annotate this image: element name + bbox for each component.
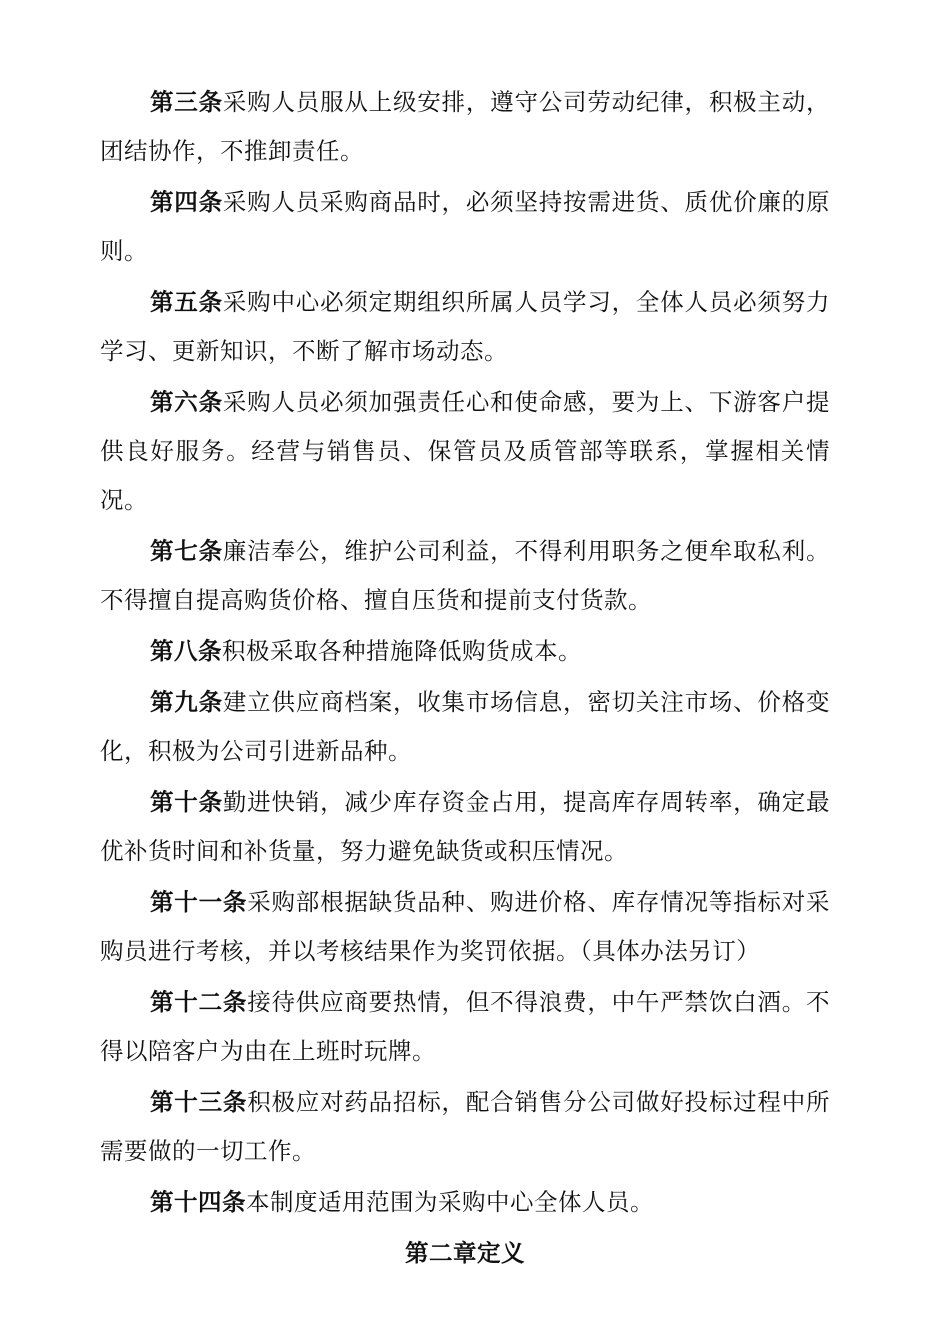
article-5 xyxy=(100,278,830,376)
article-14 xyxy=(100,1178,830,1227)
article-number: 第五条 xyxy=(150,288,223,316)
article-text: 采购人员服从上级安排，遵守公司劳动纪律，积极主动，团结协作，不推卸责任。 xyxy=(100,88,831,165)
article-13 xyxy=(100,1078,830,1176)
article-number: 第十三条 xyxy=(150,1088,248,1116)
article-number: 第三条 xyxy=(150,88,223,116)
article-number: 第七条 xyxy=(150,537,223,565)
article-12 xyxy=(100,978,830,1076)
article-text: 勤进快销，减少库存资金占用，提高库存周转率，确定最优补货时间和补货量，努力避免缺货或积压情况。 xyxy=(100,788,831,865)
article-4 xyxy=(100,178,830,276)
article-number: 第六条 xyxy=(150,388,223,416)
article-3 xyxy=(100,78,830,176)
article-number: 第十条 xyxy=(150,788,223,816)
article-8 xyxy=(100,627,830,676)
article-7 xyxy=(100,527,830,625)
article-text: 接待供应商要热情，但不得浪费，中午严禁饮白酒。不得以陪客户为由在上班时玩牌。 xyxy=(100,988,831,1065)
article-text: 建立供应商档案，收集市场信息，密切关注市场、价格变化，积极为公司引进新品种。 xyxy=(100,688,831,765)
article-number: 第九条 xyxy=(150,688,223,716)
article-6 xyxy=(100,378,830,525)
article-text: 积极采取各种措施降低购货成本。 xyxy=(222,637,582,665)
chapter-heading: 第二章定义 xyxy=(405,1239,525,1267)
article-text: 采购人员采购商品时，必须坚持按需进货、质优价廉的原则。 xyxy=(100,188,831,265)
article-text: 采购部根据缺货品种、购进价格、库存情况等指标对采购员进行考核，并以考核结果作为奖罚依据。（具体办法另订） xyxy=(100,888,831,965)
article-text: 廉洁奉公，维护公司利益，不得利用职务之便牟取私利。不得擅自提高购货价格、擅自压货和提前支付货款。 xyxy=(100,537,831,614)
article-9 xyxy=(100,678,830,776)
article-text: 本制度适用范围为采购中心全体人员。 xyxy=(246,1188,654,1216)
article-text: 积极应对药品招标，配合销售分公司做好投标过程中所需要做的一切工作。 xyxy=(100,1088,831,1165)
article-number: 第八条 xyxy=(150,637,222,665)
article-11 xyxy=(100,878,830,976)
article-text: 采购中心必须定期组织所属人员学习，全体人员必须努力学习、更新知识，不断了解市场动态。 xyxy=(100,288,831,365)
article-number: 第十一条 xyxy=(150,888,248,916)
article-text: 采购人员必须加强责任心和使命感，要为上、下游客户提供良好服务。经营与销售员、保管员及质管部等联系，掌握相关情况。 xyxy=(100,388,831,514)
article-number: 第十四条 xyxy=(150,1188,246,1216)
document-page xyxy=(100,78,830,1278)
article-number: 第十二条 xyxy=(150,988,248,1016)
article-number: 第四条 xyxy=(150,188,223,216)
article-10 xyxy=(100,778,830,876)
